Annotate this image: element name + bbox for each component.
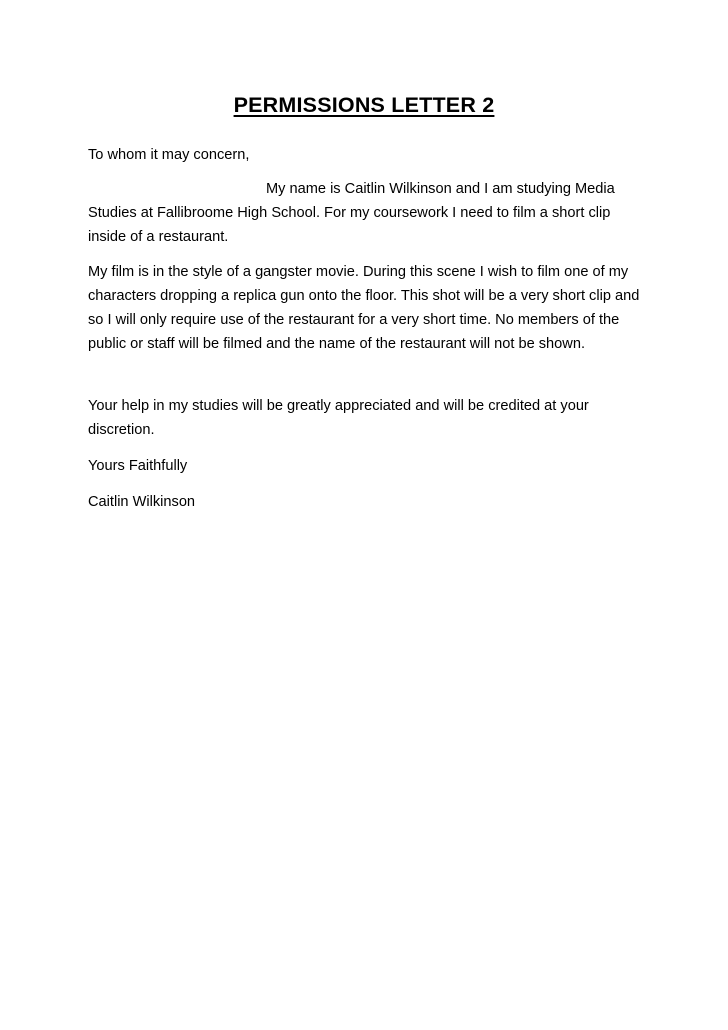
paragraph-appreciation: Your help in my studies will be greatly appreciated and will be credited at your discretion. — [88, 398, 589, 438]
letter-signature: Caitlin Wilkinson — [88, 494, 196, 510]
paragraph-introduction: My name is Caitlin Wilkinson and I am studying Media Studies at Fallibroome High School. For my coursework I need to film a short clip inside of a restaurant. — [88, 181, 615, 245]
letter-greeting: To whom it may concern, — [88, 147, 250, 163]
letter-closing: Yours Faithfully — [88, 458, 188, 474]
paragraph-film-description: My film is in the style of a gangster movie. During this scene I wish to film one of my characters dropping a replica gun onto the floor. This shot will be a very short clip and so I will only require use of the restaurant for a very short time. No members of the public or staff will be filmed and the name of the restaurant will not be shown. — [88, 264, 640, 352]
letter-title: PERMISSIONS LETTER 2 — [233, 93, 495, 117]
